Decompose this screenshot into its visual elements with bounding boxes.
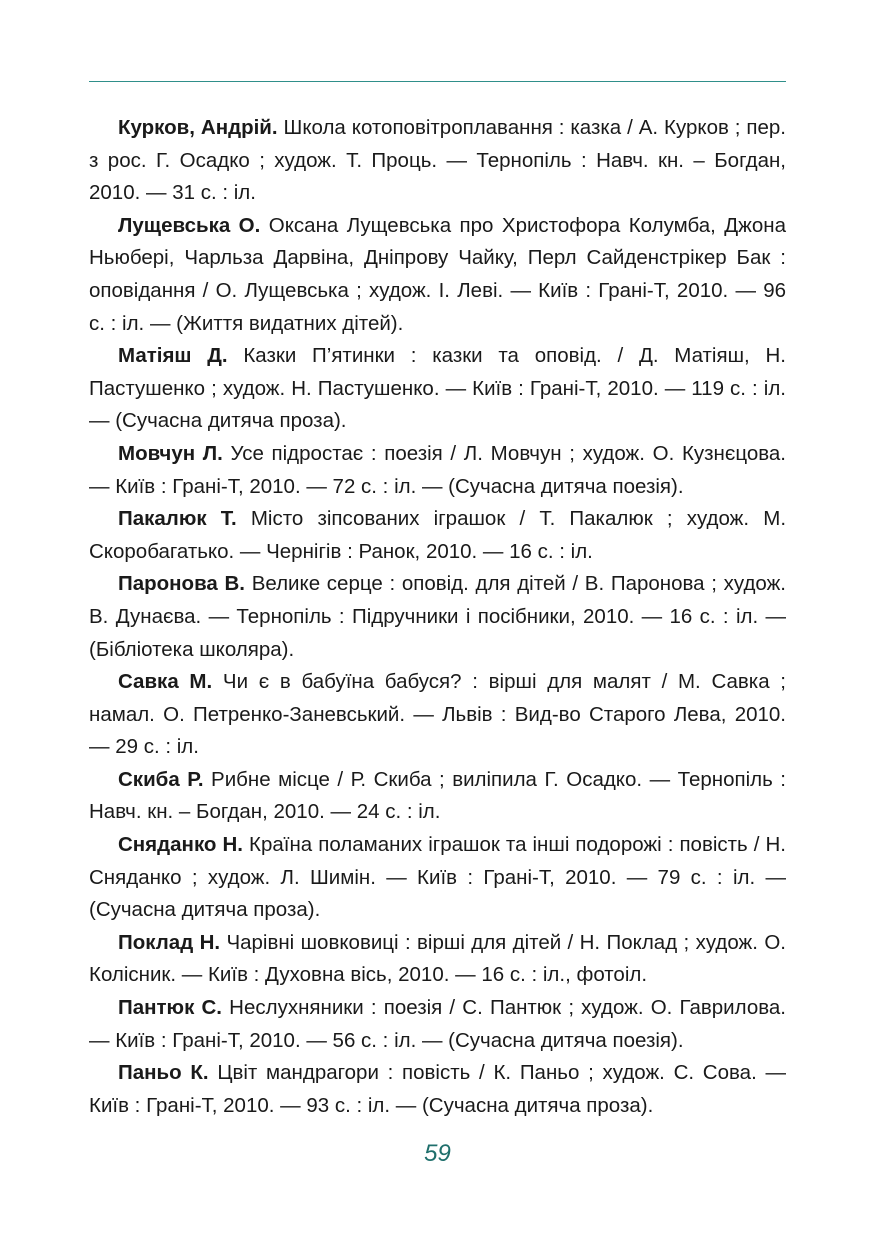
bibliography-entry <box>89 992 786 1057</box>
entry-text: Країна поламаних іграшок та інші подорожі : повість / Н. Сняданко ; худож. Л. Шимін. — Київ : Грані-Т, 2010. — 79 с. : іл. — (Сучасна дитяча проза). <box>89 833 786 922</box>
entry-text: Рибне місце / Р. Скиба ; виліпила Г. Осадко. — Тернопіль : Навч. кн. – Богдан, 2010. — 24 с. : іл. <box>89 767 786 824</box>
bibliography-entry <box>89 112 786 210</box>
entry-author: Паронова В. <box>118 572 246 596</box>
bibliography-entry <box>89 927 786 992</box>
entry-author: Скиба Р. <box>118 767 204 791</box>
entry-text: Чи є в бабуїна бабуся? : вірші для малят / М. Савка ; намал. О. Петренко-Заневський. — Львів : Вид-во Старого Лева, 2010. — 29 с. : іл. <box>89 670 786 759</box>
bibliography-entry <box>89 829 786 927</box>
bibliography-entry <box>89 210 786 340</box>
entry-text: Казки П’ятинки : казки та оповід. / Д. Матіяш, Н. Пастушенко ; худож. Н. Пастушенко. — Київ : Грані-Т, 2010. — 119 с. : іл. — (Сучасна дитяча проза). <box>89 344 786 433</box>
entry-text: Неслухняники : поезія / С. Пантюк ; худож. О. Гаврилова. — Київ : Грані-Т, 2010. — 56 с. : іл. — (Сучасна дитяча поезія). <box>89 996 786 1052</box>
bibliography-entry <box>89 666 786 764</box>
entry-text: Усе підростає : поезія / Л. Мовчун ; худож. О. Кузнєцова. — Київ : Грані-Т, 2010. — 72 с. : іл. — (Сучасна дитяча поезія). <box>89 441 786 498</box>
entry-author: Сняданко Н. <box>118 833 243 857</box>
entry-author: Поклад Н. <box>118 930 221 954</box>
entry-text: Чарівні шовковиці : вірші для дітей / Н. Поклад ; худож. О. Колісник. — Київ : Духовна вісь, 2010. — 16 с. : іл., фотоіл. <box>89 930 786 987</box>
entry-text: Школа котоповітроплавання : казка / А. Курков ; пер. з рос. Г. Осадко ; худож. Т. Проць. — Тернопіль : Навч. кн. – Богдан, 2010. — 31 с. : іл. <box>89 116 786 205</box>
bibliography-entry <box>89 568 786 666</box>
entry-author: Пантюк С. <box>118 996 222 1020</box>
page-number: 59 <box>424 1140 451 1167</box>
bibliography-list <box>89 112 786 1122</box>
entry-author: Матіяш Д. <box>118 344 228 368</box>
entry-text: Цвіт мандрагори : повість / К. Паньо ; худож. С. Сова. — Київ : Грані-Т, 2010. — 93 с. : іл. — (Сучасна дитяча проза). <box>89 1061 786 1117</box>
bibliography-entry <box>89 764 786 829</box>
entry-author: Паньо К. <box>118 1061 209 1085</box>
bibliography-entry <box>89 438 786 503</box>
entry-text: Місто зіпсованих іграшок / Т. Пакалюк ; худож. М. Скоробагатько. — Чернігів : Ранок, 2010. — 16 с. : іл. <box>89 507 787 563</box>
bibliography-entry <box>89 503 786 568</box>
entry-author: Лущевська О. <box>118 213 261 237</box>
entry-text: Оксана Лущевська про Христофора Колумба, Джона Ньюбері, Чарльза Дарвіна, Дніпрову Чайку, Перл Сайденстрікер Бак : оповідання / О. Лущевська ; худож. І. Леві. — Київ : Грані-Т, 2010. — 96 с. : іл. — (Життя видатних дітей). <box>89 213 787 335</box>
bibliography-entry <box>89 1057 786 1122</box>
header-rule <box>89 81 786 82</box>
entry-author: Мовчун Л. <box>118 441 223 465</box>
entry-author: Пакалюк Т. <box>118 507 237 531</box>
entry-author: Курков, Андрій. <box>118 116 278 139</box>
bibliography-entry <box>89 340 786 438</box>
entry-text: Велике серце : оповід. для дітей / В. Паронова ; худож. В. Дунаєва. — Тернопіль : Підручники і посібники, 2010. — 16 с. : іл. — (Бібліотека школяра). <box>89 572 787 661</box>
entry-author: Савка М. <box>118 670 213 694</box>
